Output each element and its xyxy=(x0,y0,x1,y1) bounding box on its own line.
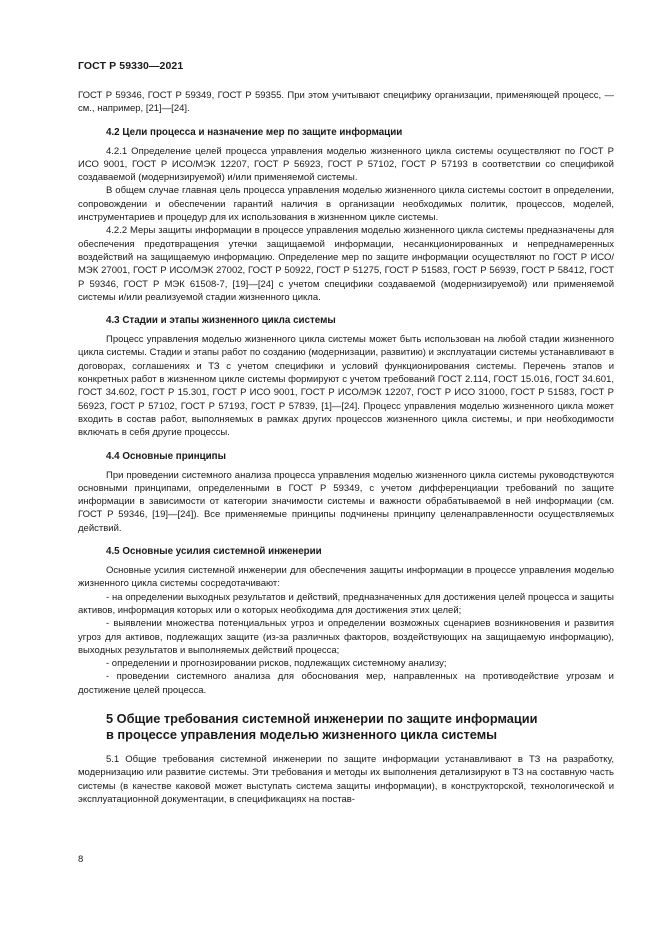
section-4-3-paragraph: Процесс управления моделью жизненного цикла системы может быть использован на любой стадии жизненного цикла системы. Стадии и этапы работ по созданию (модернизации, развитию) и эксплуатации системы устанавливают в договорах, соглашениях и ТЗ с учетом специфики и условий функционирования системы. Перечень этапов и конкретных работ в жизненном цикле системы формируют с учетом требований ГОСТ 2.114, ГОСТ 15.016, ГОСТ 34.601, ГОСТ 34.602, ГОСТ Р 15.301, ГОСТ Р ИСО 9001, ГОСТ Р ИСО/МЭК 12207, ГОСТ Р ИСО 31000, ГОСТ Р 51583, ГОСТ Р 56923, ГОСТ Р 57102, ГОСТ Р 57193, ГОСТ Р 57839, [1]—[24]. Процесс управления моделью жизненного цикла может входить в состав работ, выполняемых в рамках других процессов жизненного цикла системы, и при необходимости включать в себя другие процессы. xyxy=(78,334,614,439)
section-4-5-heading: 4.5 Основные усилия системной инженерии xyxy=(106,546,322,558)
section-4-3-heading: 4.3 Стадии и этапы жизненного цикла системы xyxy=(106,315,336,327)
section-4-2-1-paragraph: 4.2.1 Определение целей процесса управления моделью жизненного цикла системы осуществляют по ГОСТ Р ИСО 9001, ГОСТ Р ИСО/МЭК 12207, ГОСТ Р 56923, ГОСТ Р 57102, ГОСТ Р 57193 в соответствии со спецификой создаваемой (модернизируемой) и/или применяемой системы. xyxy=(78,145,614,184)
section-4-2-1-general-paragraph: В общем случае главная цель процесса управления моделью жизненного цикла системы состоит в определении, сопровождении и обеспечении гарантий наличия в организации необходимых политик, процессов, моделей, инструментариев и процедур для их использования в жизненном цикле системы. xyxy=(78,185,614,224)
section-4-2-2-paragraph: 4.2.2 Меры защиты информации в процессе управления моделью жизненного цикла системы предназначены для обеспечения предотвращения утечки защищаемой информации, несанкционированных и непреднамеренных воздействий на защищаемую информацию. Определение мер по защите информации осуществляют по ГОСТ Р ИСО/МЭК 27001, ГОСТ Р ИСО/МЭК 27002, ГОСТ Р 50922, ГОСТ Р 51275, ГОСТ Р 51583, ГОСТ Р 56939, ГОСТ Р 58412, ГОСТ Р 59346, ГОСТ Р МЭК 61508-7, [19]—[24] с учетом специфики создаваемой (модернизируемой) или применяемой системы и/или реализуемой стадии жизненного цикла. xyxy=(78,225,614,303)
list-item: - на определении выходных результатов и действий, предназначенных для достижения целей процесса и защиты активов, информация которых или о которых необходима для достижения этих целей; xyxy=(78,591,614,616)
list-item: - определении и прогнозировании рисков, подлежащих системному анализу; xyxy=(106,658,447,670)
section-5-1-paragraph: 5.1 Общие требования системной инженерии по защите информации устанавливают в ТЗ на разработку, модернизацию или развитие системы. Эти требования и методы их выполнения детализируют в ТЗ на составную часть системы (в качестве каковой может выступать система защиты информации), в конструкторской, технологической и эксплуатационной документации, в спецификациях на постав- xyxy=(78,753,614,805)
document-body xyxy=(78,89,614,806)
section-4-2-heading: 4.2 Цели процесса и назначение мер по защите информации xyxy=(106,126,403,138)
list-item: - проведении системного анализа для обоснования мер, направленных на противодействие угрозам и достижение целей процесса. xyxy=(78,671,614,696)
section-4-5-intro-paragraph: Основные усилия системной инженерии для обеспечения защиты информации в процессе управления моделью жизненного цикла системы сосредотачивают: xyxy=(78,565,614,590)
section-4-4-paragraph: При проведении системного анализа процесса управления моделью жизненного цикла системы руководствуются основными принципами, определенными в ГОСТ Р 59349, с учетом дифференциации требований по защите информации в зависимости от категории значимости системы и важности обрабатываемой в ней информации (см. ГОСТ Р 59346, [19]—[24]). Все применяемые принципы подчинены принципу целенаправленности осуществляемых действий. xyxy=(78,469,614,534)
section-5-heading xyxy=(78,711,614,743)
page-number: 8 xyxy=(78,854,84,865)
section-4-4-heading: 4.4 Основные принципы xyxy=(106,450,226,462)
section-5-heading-line-1: 5 Общие требования системной инженерии по защите информации xyxy=(106,710,538,726)
document-code-header: ГОСТ Р 59330—2021 xyxy=(78,60,184,72)
continuation-paragraph: ГОСТ Р 59346, ГОСТ Р 59349, ГОСТ Р 59355. При этом учитывают специфику организации, применяющей процесс, — см., например, [21]—[24]. xyxy=(78,90,614,115)
section-5-heading-line-2: в процессе управления моделью жизненного цикла системы xyxy=(106,726,498,742)
list-item: - выявлении множества потенциальных угроз и определении возможных сценариев возникновения и развития угроз для активов, подлежащих защите (из-за различных факторов, воздействующих на защищаемую информацию), выходных результатов и выполняемых действий процесса; xyxy=(78,618,614,656)
